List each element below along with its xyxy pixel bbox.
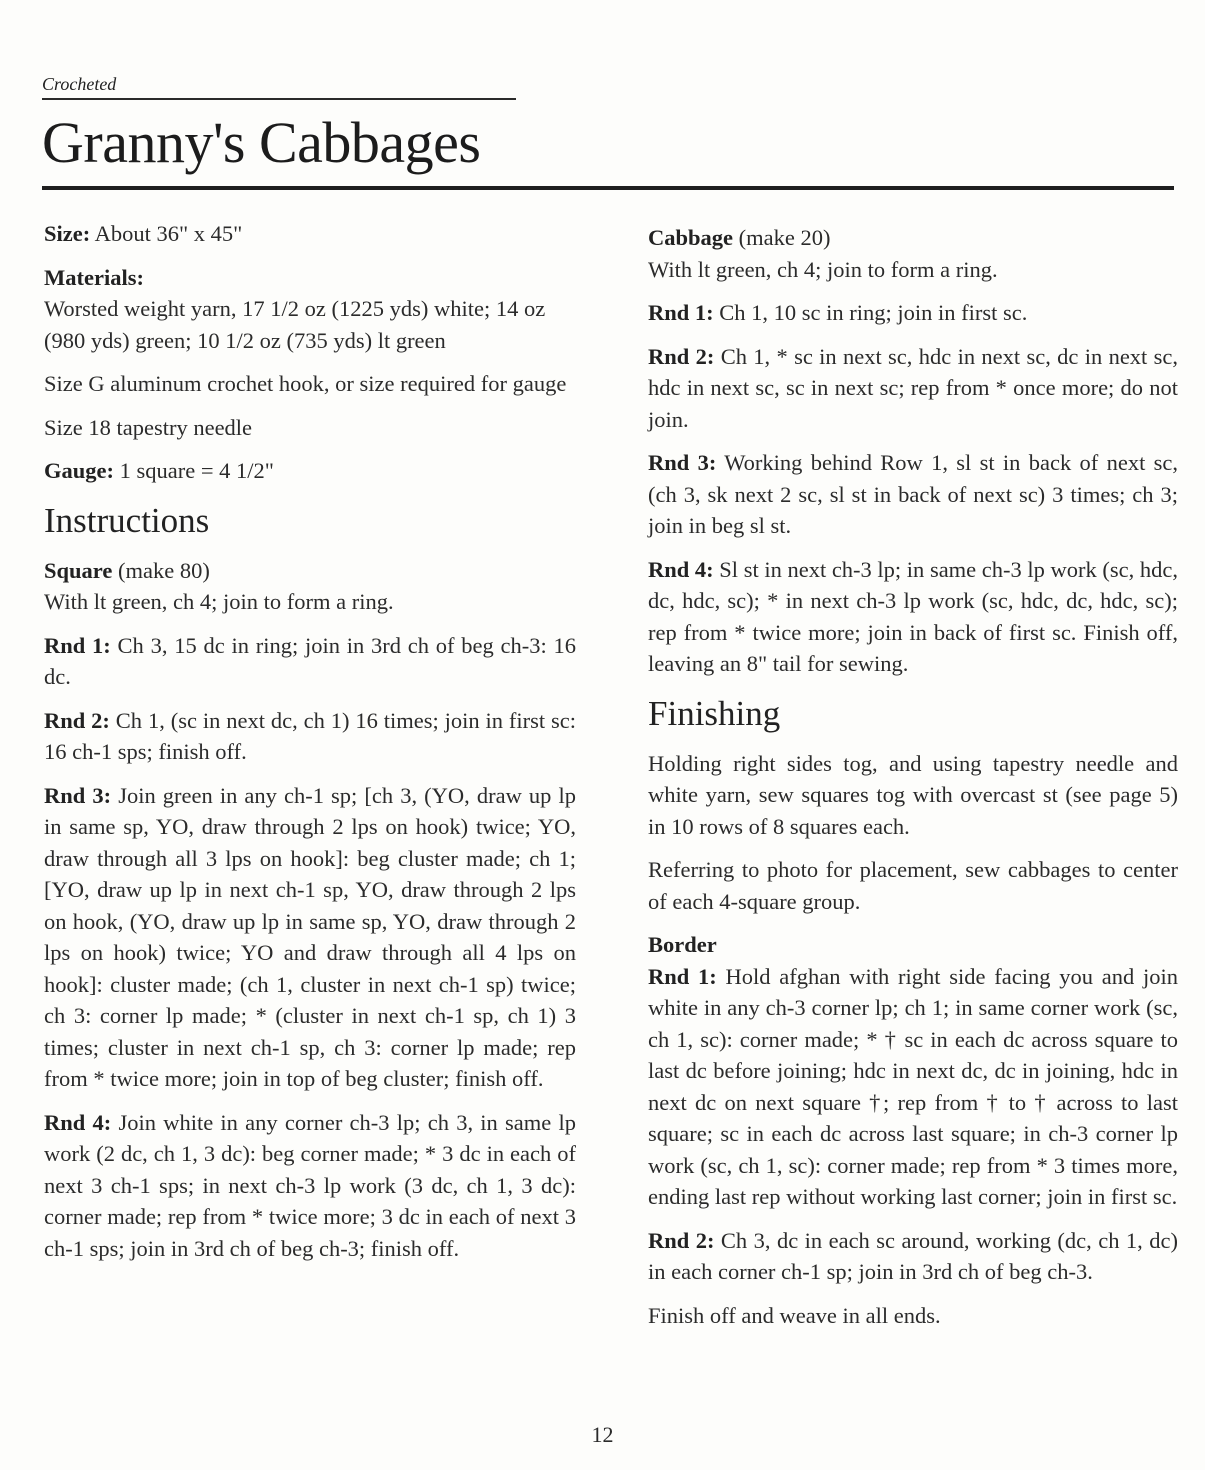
square-round-2 (44, 705, 576, 768)
round-label: Rnd 4: (44, 1109, 112, 1135)
cabbage-round-2 (648, 341, 1178, 436)
square-round-1 (44, 630, 576, 693)
gauge-line (44, 455, 576, 487)
round-label: Rnd 2: (44, 707, 110, 733)
header-rule-long (42, 186, 1174, 190)
instructions-heading: Instructions (44, 500, 210, 540)
materials-hook: Size G aluminum crochet hook, or size required for gauge (44, 371, 567, 396)
page-title: Granny's Cabbages (42, 110, 481, 175)
gauge-label: Gauge: (44, 458, 114, 483)
header-rule-short (42, 98, 516, 100)
size-line (44, 218, 576, 250)
size-value: About 36" x 45" (94, 221, 243, 246)
cabbage-intro: With lt green, ch 4; join to form a ring. (648, 256, 998, 282)
left-column (44, 218, 576, 1276)
round-label: Rnd 3: (648, 450, 717, 475)
round-text: Sl st in next ch-3 lp; in same ch-3 lp work (sc, hdc, dc, hdc, sc); * in next ch-3 lp work (sc, hdc, dc, hdc, sc); rep from * twice more; join in back of first sc. Finish off, leaving an 8" tail for sewing. (648, 556, 1179, 676)
cabbage-round-3 (648, 447, 1178, 542)
cabbage-round-1 (648, 297, 1178, 329)
cabbage-round-4 (648, 554, 1178, 680)
round-label: Rnd 4: (648, 556, 714, 582)
round-label: Rnd 1: (648, 963, 717, 989)
materials-yarn: Worsted weight yarn, 17 1/2 oz (1225 yds) white; 14 oz (980 yds) green; 10 1/2 oz (735 yds) lt green (44, 296, 546, 353)
gauge-value: 1 square = 4 1/2" (119, 458, 274, 483)
page-number: 12 (591, 1422, 614, 1447)
square-round-3 (44, 780, 576, 1095)
border-round-1 (648, 961, 1178, 1213)
round-text: Ch 1, * sc in next sc, hdc in next sc, dc in next sc, hdc in next sc, sc in next sc; rep from * once more; do not join. (648, 343, 1179, 432)
round-text: Ch 3, 15 dc in ring; join in 3rd ch of beg ch-3: 16 dc. (44, 632, 576, 689)
materials-needle: Size 18 tapestry needle (44, 414, 253, 440)
square-heading (44, 555, 576, 587)
right-column (648, 222, 1178, 1343)
materials-label: Materials: (44, 264, 144, 290)
round-text: Ch 3, dc in each sc around, working (dc, ch 1, dc) in each corner ch-1 sp; join in 3rd ch of beg ch-3. (648, 1227, 1178, 1284)
border-label: Border (648, 932, 717, 957)
round-label: Rnd 2: (648, 1227, 715, 1253)
round-text: Ch 1, (sc in next dc, ch 1) 16 times; join in first sc: 16 ch-1 sps; finish off. (44, 707, 576, 764)
square-note: (make 80) (117, 557, 210, 583)
round-text: Ch 1, 10 sc in ring; join in first sc. (719, 300, 1028, 325)
border-round-2 (648, 1225, 1178, 1288)
category-label: Crocheted (42, 74, 117, 94)
round-label: Rnd 3: (44, 782, 112, 808)
cabbage-heading (648, 222, 1178, 254)
round-label: Rnd 1: (648, 300, 714, 325)
finishing-para-1: Holding right sides tog, and using tapestry needle and white yarn, sew squares tog with overcast st (see page 5) in 10 rows of 8 squares each. (648, 750, 1178, 839)
square-intro: With lt green, ch 4; join to form a ring. (44, 589, 394, 614)
cabbage-note: (make 20) (738, 225, 831, 250)
closing-line: Finish off and weave in all ends. (648, 1302, 941, 1328)
round-text: Join white in any corner ch-3 lp; ch 3, in same lp work (2 dc, ch 1, 3 dc): beg corner made; * 3 dc in each of next 3 ch-1 sps; in next ch-3 lp work (3 dc, ch 1, 3 dc): corner made; rep from * twice more; 3 dc in each of next 3 ch-1 sps; join in 3rd ch of beg ch-3; finish off. (44, 1109, 576, 1261)
cabbage-label: Cabbage (648, 225, 734, 250)
round-text: Working behind Row 1, sl st in back of next sc, (ch 3, sk next 2 sc, sl st in back of next sc) 3 times; ch 3; join in beg sl st. (648, 450, 1178, 538)
finishing-heading: Finishing (648, 693, 781, 733)
finishing-para-2: Referring to photo for placement, sew cabbages to center of each 4-square group. (648, 857, 1178, 914)
size-label: Size: (44, 221, 91, 246)
square-label: Square (44, 557, 113, 583)
square-round-4 (44, 1107, 576, 1265)
round-label: Rnd 1: (44, 632, 111, 658)
round-label: Rnd 2: (648, 343, 715, 369)
round-text: Hold afghan with right side facing you and join white in any ch-3 corner lp; ch 1; in same corner work (sc, ch 1, sc): corner made; * † sc in each dc across square to last dc before joining; hdc in next dc, dc in joining, hdc in next dc on next square †; rep from † to † across to last square; sc in each dc across last square; in ch-3 corner lp work (sc, ch 1, sc): corner made; rep from * 3 times more, ending last rep without working last corner; join in first sc. (648, 963, 1178, 1209)
round-text: Join green in any ch-1 sp; [ch 3, (YO, draw up lp in same sp, YO, draw through 2 lps on hook) twice; YO, draw through all 3 lps on hook]: beg cluster made; ch 1; [YO, draw up lp in next ch-1 sp, YO, draw through 2 lps on hook, (YO, draw up lp in same sp, YO, draw through 2 lps on hook) twice; YO and draw through all 4 lps on hook]: cluster made; (ch 1, cluster in next ch-1 sp) twice; ch 3: corner lp made; * (cluster in next ch-1 sp, ch 1) 3 times; cluster in next ch-1 sp, ch 3: corner lp made; rep from * twice more; join in top of beg cluster; finish off. (44, 782, 576, 1091)
